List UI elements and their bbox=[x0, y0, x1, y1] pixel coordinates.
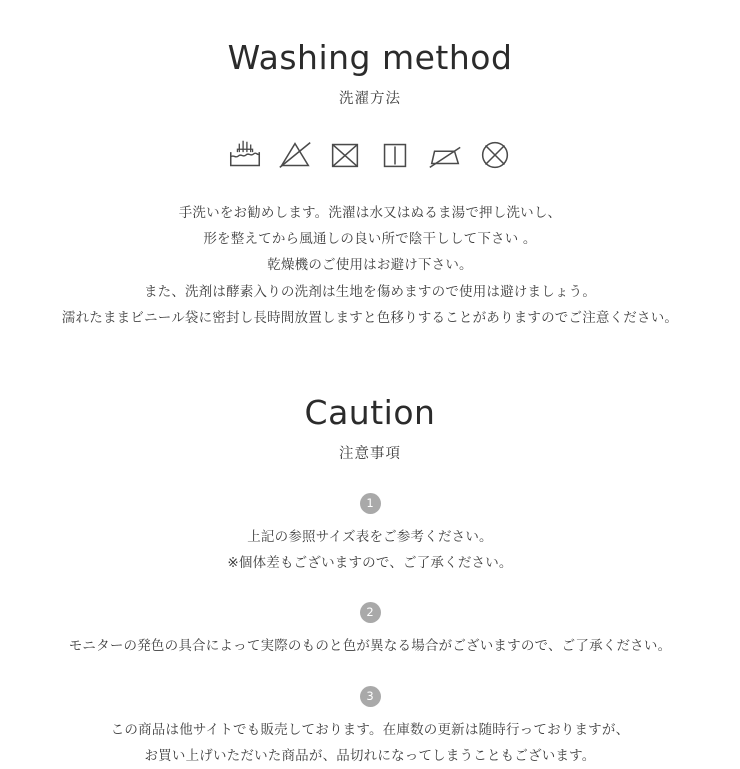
caution-item bbox=[0, 493, 740, 577]
caution-subtitle: 注意事項 bbox=[339, 445, 401, 462]
washing-line: 乾燥機のご使用はお避け下さい。 bbox=[267, 257, 473, 274]
caution-text bbox=[0, 717, 740, 769]
drip-dry-in-shade-icon bbox=[376, 136, 414, 174]
caution-number-badge: 1 bbox=[360, 493, 381, 514]
hand-wash-icon bbox=[226, 136, 264, 174]
caution-item bbox=[0, 602, 740, 659]
caution-text bbox=[0, 524, 740, 577]
no-tumble-dry-icon bbox=[326, 136, 364, 174]
washing-line: 濡れたままビニール袋に密封し長時間放置しますと色移りすることがありますのでご注意ください。 bbox=[61, 309, 679, 326]
washing-instructions-text bbox=[0, 200, 740, 332]
caution-section bbox=[0, 393, 740, 769]
caution-number-badge: 3 bbox=[360, 686, 381, 707]
caution-item bbox=[0, 686, 740, 769]
washing-line: また、洗剤は酵素入りの洗剤は生地を傷めますので使用は避けましょう。 bbox=[143, 283, 597, 300]
caution-line: ※個体差もございますので、ご了承ください。 bbox=[227, 555, 513, 572]
caution-text bbox=[0, 633, 740, 659]
care-symbols-row bbox=[0, 136, 740, 174]
caution-line: 上記の参照サイズ表をご参考ください。 bbox=[247, 528, 493, 545]
no-dry-clean-icon bbox=[476, 136, 514, 174]
caution-list bbox=[0, 493, 740, 769]
caution-line: この商品は他サイトでも販売しております。在庫数の更新は随時行っておりますが、 bbox=[110, 721, 630, 738]
caution-line: お買い上げいただいた商品が、品切れになってしまうこともございます。 bbox=[144, 748, 596, 764]
caution-title: Caution bbox=[304, 393, 436, 433]
washing-line: 手洗いをお勧めします。洗濯は水又はぬるま湯で押し洗いし、 bbox=[178, 204, 562, 221]
washing-method-title: Washing method bbox=[227, 38, 513, 77]
no-iron-icon bbox=[426, 136, 464, 174]
washing-method-subtitle: 洗濯方法 bbox=[339, 90, 401, 107]
caution-line: モニターの発色の具合によって実際のものと色が異なる場合がございますので、ご了承ください。 bbox=[68, 638, 672, 655]
no-bleach-icon bbox=[276, 136, 314, 174]
washing-line: 形を整えてから風通しの良い所で陰干しして下さい 。 bbox=[203, 230, 537, 247]
washing-method-section bbox=[0, 0, 740, 331]
caution-number-badge: 2 bbox=[360, 602, 381, 623]
